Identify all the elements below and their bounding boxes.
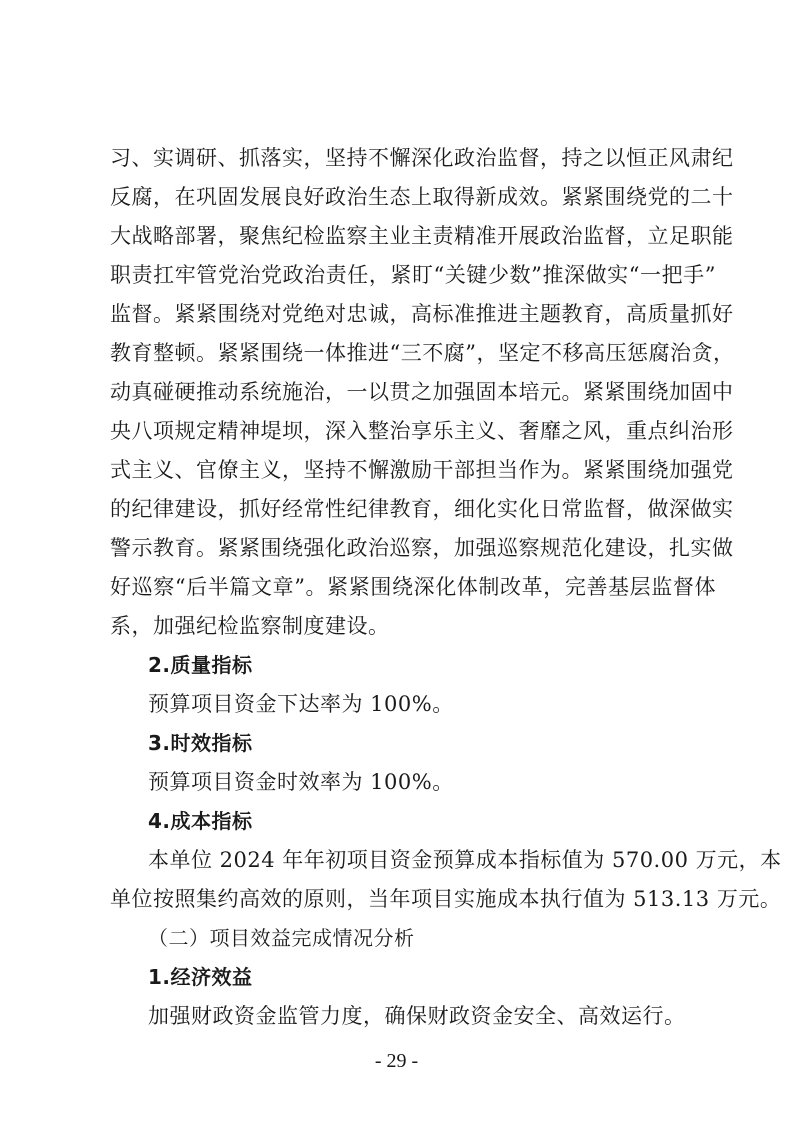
- section-text-timeliness: 预算项目资金时效率为 100%。: [148, 770, 454, 794]
- body-text-line: 好巡察“后半篇文章”。紧紧围绕深化体制改革，完善基层监督体: [110, 575, 716, 599]
- body-text-line: 习、实调研、抓落实，坚持不懈深化政治监督，持之以恒正风肃纪: [110, 146, 734, 170]
- body-text-line: 警示教育。紧紧围绕强化政治巡察，加强巡察规范化建设，扎实做: [110, 536, 734, 560]
- body-text-line: 动真碰硬推动系统施治，一以贯之加强固本培元。紧紧围绕加固中: [110, 380, 734, 404]
- page-number: - 29 -: [374, 1050, 419, 1072]
- section-text-economic: 加强财政资金监管力度，确保财政资金安全、高效运行。: [148, 1004, 686, 1028]
- section-text-quality: 预算项目资金下达率为 100%。: [148, 692, 454, 716]
- section-text-cost-line2: 单位按照集约高效的原则，当年项目实施成本执行值为 513.13 万元。: [110, 887, 782, 911]
- section-heading-timeliness: 3.时效指标: [148, 731, 253, 755]
- section-heading-cost: 4.成本指标: [148, 809, 253, 833]
- body-text-line: 教育整顿。紧紧围绕一体推进“三不腐”，坚定不移高压惩腐治贪，: [110, 341, 735, 365]
- body-text-line: 式主义、官僚主义，坚持不懈激励干部担当作为。紧紧围绕加强党: [110, 458, 734, 482]
- section-text-cost-line1: 本单位 2024 年年初项目资金预算成本指标值为 570.00 万元，本: [148, 848, 782, 872]
- body-text-line: 系，加强纪检监察制度建设。: [110, 614, 390, 638]
- body-text-line: 监督。紧紧围绕对党绝对忠诚，高标准推进主题教育，高质量抓好: [110, 302, 734, 326]
- section-heading-quality: 2.质量指标: [148, 653, 253, 677]
- body-text-line: 大战略部署，聚焦纪检监察主业主责精准开展政治监督，立足职能: [110, 224, 734, 248]
- body-text-line: 反腐，在巩固发展良好政治生态上取得新成效。紧紧围绕党的二十: [110, 185, 734, 209]
- section-heading-economic: 1.经济效益: [148, 965, 253, 989]
- body-text-line: 的纪律建设，抓好经常性纪律教育，细化实化日常监督，做深做实: [110, 497, 734, 521]
- body-text-line: 央八项规定精神堤坝，深入整治享乐主义、奢靡之风，重点纠治形: [110, 419, 734, 443]
- subsection-title: （二）项目效益完成情况分析: [148, 926, 415, 950]
- body-text-line: 职责扛牢管党治党政治责任，紧盯“关键少数”推深做实“一把手”: [110, 263, 716, 287]
